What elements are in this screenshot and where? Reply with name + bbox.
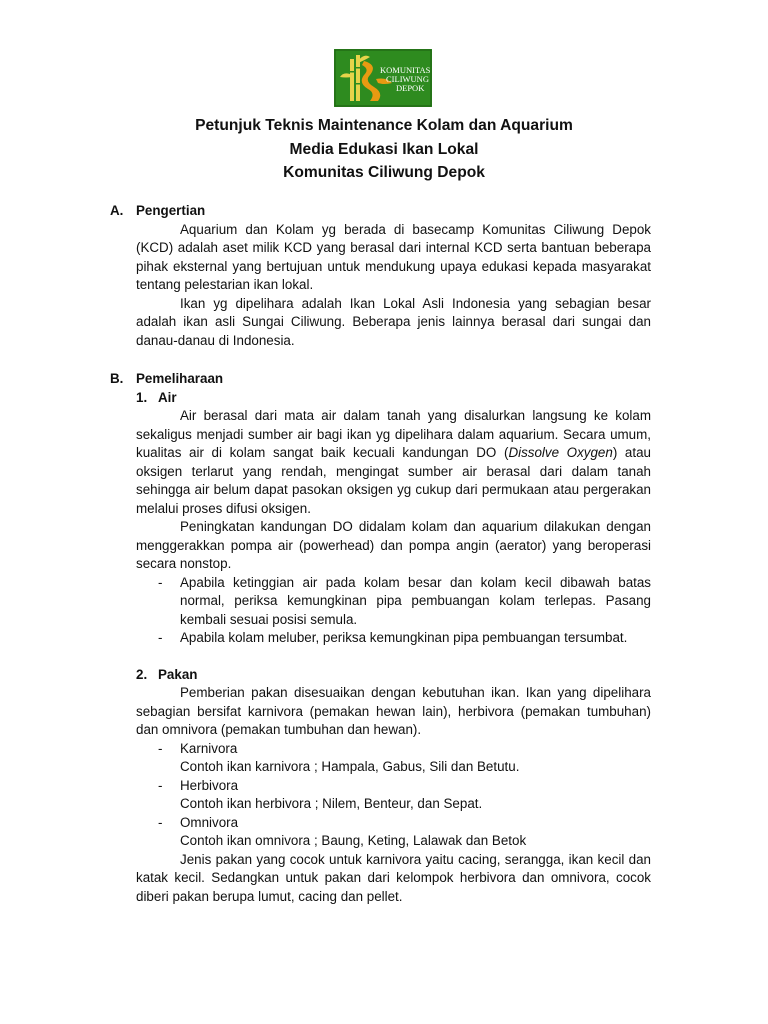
section-a-paragraph-2: Ikan yg dipelihara adalah Ikan Lokal Asli Indonesia yang sebagian besar adalah ikan asli Sungai Ciliwung. Beberapa jenis lainnya berasal dari sungai dan danau-danau di Indonesia.	[136, 295, 651, 348]
pakan-example-karnivora: Contoh ikan karnivora ; Hampala, Gabus, Sili dan Betutu.	[180, 759, 520, 774]
pakan-example-herbivora: Contoh ikan herbivora ; Nilem, Benteur, dan Sepat.	[180, 796, 483, 811]
document-title	[110, 114, 658, 185]
document-body	[110, 202, 651, 906]
section-b-heading	[110, 370, 651, 389]
section-a-paragraph-1: Aquarium dan Kolam yg berada di basecamp Komunitas Ciliwung Depok (KCD) adalah aset milik KCD yang berasal dari internal KCD serta bantuan beberapa pihak eksternal yang bertujuan untuk mendukung upaya edukasi kepada masyarakat tentang pelestarian ikan lokal.	[136, 221, 651, 292]
svg-text:CILIWUNG: CILIWUNG	[386, 74, 429, 84]
subsection-air-title: Air	[158, 389, 177, 405]
air-paragraph-2: Peningkatan kandungan DO didalam kolam dan aquarium dilakukan dengan menggerakkan pompa air (powerhead) dan pompa angin (aerator) yang beroperasi secara nonstop.	[136, 519, 651, 571]
subsection-pakan-heading	[136, 666, 651, 685]
subsection-air-heading	[136, 389, 651, 408]
pakan-item-herbivora: - Herbivora	[158, 777, 239, 793]
subsection-air-number: 1.	[136, 389, 148, 405]
subsection-pakan-title: Pakan	[158, 666, 198, 682]
section-b-letter: B.	[110, 371, 124, 386]
title-line-2: Media Edukasi Ikan Lokal	[289, 140, 479, 158]
komunitas-ciliwung-depok-logo	[334, 49, 432, 107]
section-b-title: Pemeliharaan	[136, 371, 224, 386]
pakan-paragraph-2: Jenis pakan yang cocok untuk karnivora yaitu cacing, serangga, ikan kecil dan katak kecil. Sedangkan untuk pakan dari kelompok herbivora dan omnivora, cocok diberi pakan berupa lumut, cacing dan pellet.	[136, 851, 651, 904]
pakan-item-karnivora: - Karnivora	[158, 740, 238, 756]
title-line-3: Komunitas Ciliwung Depok	[283, 164, 485, 181]
pakan-item-omnivora: - Omnivora	[158, 814, 239, 830]
title-line-1: Petunjuk Teknis Maintenance Kolam dan Aquarium	[195, 117, 573, 134]
dissolve-oxygen-term: Dissolve Oxygen	[508, 445, 613, 460]
section-a-title: Pengertian	[136, 203, 206, 218]
svg-text:DEPOK: DEPOK	[396, 83, 425, 93]
section-a-heading	[110, 202, 651, 221]
pakan-paragraph-1: Pemberian pakan disesuaikan dengan kebutuhan ikan. Ikan yang dipelihara sebagian bersifat karnivora (pemakan hewan lain), herbivora (pemakan tumbuhan) dan omnivora (pemakan tumbuhan dan hewan).	[136, 685, 651, 737]
subsection-pakan-number: 2.	[136, 666, 148, 682]
air-bullet-2: - Apabila kolam meluber, periksa kemungkinan pipa pembuangan tersumbat.	[158, 630, 628, 645]
pakan-example-omnivora: Contoh ikan omnivora ; Baung, Keting, Lalawak dan Betok	[180, 833, 527, 848]
svg-text:KOMUNITAS: KOMUNITAS	[380, 65, 431, 75]
section-a-letter: A.	[110, 203, 124, 218]
air-paragraph-1: Air berasal dari mata air dalam tanah yang disalurkan langsung ke kolam sekaligus menjadi sumber air bagi ikan yg dipelihara dalam aquarium. Secara umum, kualitas air di kolam sangat baik kecuali kandungan DO (Dissolve Oxygen) atau oksigen terlarut yang rendah, mengingat sumber air berasal dari dalam tanah sehingga air belum dapat pasokan oksigen yg cukup dari permukaan atau pergerakan melalui proses difusi oksigen.	[136, 408, 651, 516]
air-bullet-1: - Apabila ketinggian air pada kolam besar dan kolam kecil dibawah batas normal, periksa kemungkinan pipa pembuangan kolam terlepas. Pasang kembali sesuai posisi semula.	[158, 574, 651, 627]
